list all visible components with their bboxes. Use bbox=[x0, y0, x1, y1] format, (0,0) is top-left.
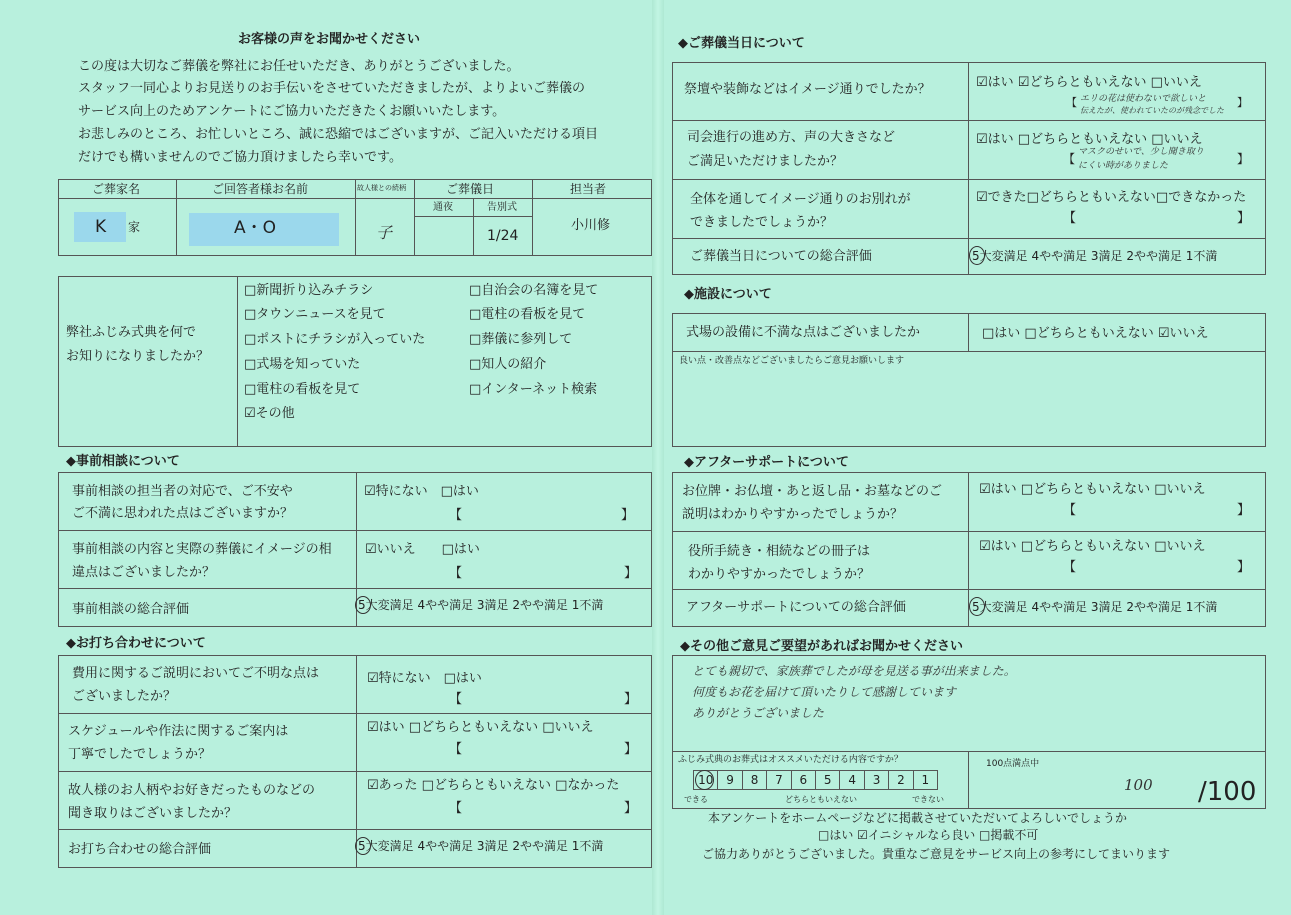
section-day-heading: ◆ご葬儀当日について bbox=[678, 36, 805, 51]
bracket-open: 【 bbox=[1063, 152, 1076, 166]
scale-cell-4: 4 bbox=[839, 771, 863, 789]
scale-circle bbox=[695, 770, 714, 790]
after-a1: ☑はい □どちらともいえない □いいえ bbox=[979, 482, 1206, 497]
day-q3-line2: できましたでしょうか？ bbox=[690, 215, 834, 230]
footer-permission: 本アンケートをホームページなどに掲載させていただいてよろしいでしょうか bbox=[708, 811, 1128, 825]
relation-value: 子 bbox=[376, 223, 393, 242]
section-meet-heading: ◆お打ち合わせについて bbox=[66, 636, 206, 651]
footer-thanks: ご協力ありがとうございました。貴重なご意見をサービス向上の参考にしてまいります bbox=[702, 847, 1171, 861]
day-q2-line2: ご満足いただけましたか？ bbox=[687, 154, 844, 169]
comment-line-3: ありがとうございました bbox=[692, 706, 825, 720]
day-q3-line1: 全体を通してイメージ通りのお別れが bbox=[690, 192, 911, 207]
pre-a2: ☑いいえ □はい bbox=[365, 542, 480, 557]
how-question-2: お知りになりましたか？ bbox=[66, 349, 210, 364]
bracket-close: 】 bbox=[624, 801, 638, 816]
scale-cell-6: 6 bbox=[791, 771, 815, 789]
page-title: お客様の声をお聞かせください bbox=[238, 32, 421, 47]
option-other: ☑その他 bbox=[244, 406, 295, 421]
meet-q3-line2: 聞き取りはございましたか？ bbox=[68, 806, 238, 821]
after-q2-line2: わかりやすかったでしょうか？ bbox=[688, 567, 871, 582]
option-community: □自治会の名簿を見て bbox=[469, 283, 599, 298]
family-suffix: 家 bbox=[128, 220, 141, 234]
day-a3: ☑できた□どちらともいえない□できなかった bbox=[976, 190, 1247, 205]
after-q2-line1: 役所手続き・相続などの冊子は bbox=[688, 544, 871, 559]
day-comment-1a: エリの花は使わないで欲しいと bbox=[1080, 94, 1207, 104]
bracket-open: 【 bbox=[1066, 96, 1077, 109]
family-name: K bbox=[95, 217, 107, 237]
scale-mid-label: どちらともいえない bbox=[785, 795, 857, 804]
facility-q1: 式場の設備に不満な点はございましたか bbox=[686, 325, 921, 340]
header-respondent: ご回答者様お名前 bbox=[212, 182, 309, 196]
scale-cell-3: 3 bbox=[864, 771, 888, 789]
intro-line-3: サービス向上のためアンケートにご協力いただきたくお願いいたします。 bbox=[78, 104, 506, 119]
bracket-open: 【 bbox=[449, 566, 463, 581]
day-rating: 5大変満足 4やや満足 3満足 2やや満足 1不満 bbox=[972, 249, 1218, 263]
meet-q3-line1: 故人様のお人柄やお好きだったものなどの bbox=[68, 783, 316, 798]
section-pre-heading: ◆事前相談について bbox=[66, 454, 180, 469]
header-relation: 故人様との続柄 bbox=[357, 184, 406, 192]
comment-line-2: 何度もお花を届けて頂いたりして感謝しています bbox=[692, 685, 957, 699]
day-q2-line1: 司会進行の進め方、声の大きさなど bbox=[687, 130, 896, 145]
day-a1: ☑はい ☑どちらともいえない □いいえ bbox=[976, 75, 1202, 90]
section-after-heading: ◆アフターサポートについて bbox=[684, 455, 849, 470]
pre-rating: 5大変満足 4やや満足 3満足 2やや満足 1不満 bbox=[358, 598, 604, 612]
bracket-open: 【 bbox=[449, 742, 463, 757]
bracket-close: 】 bbox=[1237, 152, 1250, 166]
score-label: 100点満点中 bbox=[986, 759, 1040, 769]
after-a2: ☑はい □どちらともいえない □いいえ bbox=[979, 539, 1206, 554]
bracket-close: 】 bbox=[621, 508, 635, 523]
meet-a2: ☑はい □どちらともいえない □いいえ bbox=[367, 720, 594, 735]
bracket-open: 【 bbox=[1063, 560, 1077, 575]
bracket-close: 】 bbox=[1237, 560, 1251, 575]
score-handwritten: 100 bbox=[1124, 776, 1153, 794]
option-pole-sign-2: □電柱の看板を見て bbox=[244, 382, 361, 397]
scale-cell-7: 7 bbox=[766, 771, 790, 789]
option-venue: □式場を知っていた bbox=[244, 357, 361, 372]
option-referral: □知人の紹介 bbox=[469, 357, 547, 372]
how-question-1: 弊社ふじみ式典を何で bbox=[66, 325, 197, 340]
section-facility-heading: ◆施設について bbox=[684, 287, 772, 302]
header-funeral: 告別式 bbox=[487, 202, 517, 213]
meet-q1-line1: 費用に関するご説明においてご不明な点は bbox=[72, 666, 320, 681]
meet-a1: ☑特にない □はい bbox=[367, 671, 482, 686]
after-q1-line2: 説明はわかりやすかったでしょうか？ bbox=[682, 507, 904, 522]
facility-prompt: 良い点・改善点などございましたらご意見お願いします bbox=[679, 356, 905, 366]
pre-q2-line2: 違点はございましたか？ bbox=[72, 565, 216, 580]
header-staff: 担当者 bbox=[570, 182, 607, 196]
comment-line-1: とても親切で、家族葬でしたが母を見送る事が出来ました。 bbox=[692, 664, 1016, 678]
day-q1: 祭壇や装飾などはイメージ通りでしたか？ bbox=[684, 82, 931, 97]
recommend-question: ふじみ式典のお葬式はオススメいただける内容ですか？ bbox=[678, 755, 903, 765]
meet-q4: お打ち合わせの総合評価 bbox=[68, 842, 212, 857]
scale-right-label: できない bbox=[912, 795, 944, 804]
scale-cell-8: 8 bbox=[742, 771, 766, 789]
facility-a1: □はい □どちらともいえない ☑いいえ bbox=[982, 326, 1209, 341]
bracket-open: 【 bbox=[1063, 211, 1077, 226]
intro-line-1: この度は大切なご葬儀を弊社にお任せいただき、ありがとうございました。 bbox=[78, 59, 520, 74]
option-internet: □インターネット検索 bbox=[469, 382, 598, 397]
pre-q3: 事前相談の総合評価 bbox=[72, 602, 190, 617]
pre-a1: ☑特にない □はい bbox=[364, 484, 479, 499]
scale-left-label: できる bbox=[684, 795, 708, 804]
bracket-close: 】 bbox=[624, 566, 638, 581]
rating-circle bbox=[969, 597, 985, 616]
rating-circle bbox=[355, 837, 371, 855]
pre-q1-line1: 事前相談の担当者の対応で、ご不安や bbox=[72, 484, 293, 499]
bracket-open: 【 bbox=[449, 692, 463, 707]
header-wake: 通夜 bbox=[433, 202, 453, 213]
scale-cell-9: 9 bbox=[717, 771, 741, 789]
pre-q1-line2: ご不満に思われた点はございますか？ bbox=[72, 506, 294, 521]
header-date: ご葬儀日 bbox=[446, 182, 495, 196]
score-total: /100 bbox=[1198, 777, 1257, 807]
meet-q2-line2: 丁寧でしたでしょうか？ bbox=[68, 747, 212, 762]
rating-circle bbox=[969, 246, 985, 265]
day-comment-1b: 伝えたが、使われていたのが残念でした bbox=[1080, 106, 1224, 115]
intro-line-2: スタッフ一同心よりお見送りのお手伝いをさせていただきましたが、よりよいご葬儀の bbox=[78, 81, 586, 96]
bracket-close: 】 bbox=[1237, 211, 1251, 226]
bracket-open: 【 bbox=[449, 508, 463, 523]
bracket-close: 】 bbox=[1237, 503, 1251, 518]
page-fold bbox=[652, 0, 664, 915]
bracket-close: 】 bbox=[624, 692, 638, 707]
bracket-open: 【 bbox=[449, 801, 463, 816]
option-attended: □葬儀に参列して bbox=[469, 332, 573, 347]
pre-q2-line1: 事前相談の内容と実際の葬儀にイメージの相 bbox=[72, 542, 332, 557]
intro-line-5: だけでも構いませんのでご協力頂けましたら幸いです。 bbox=[78, 150, 402, 165]
intro-line-4: お悲しみのところ、お忙しいところ、誠に恐縮ではございますが、ご記入いただける項目 bbox=[78, 127, 599, 142]
rating-circle bbox=[355, 596, 371, 614]
option-flyer: □ポストにチラシが入っていた bbox=[244, 332, 426, 347]
meet-rating: 5大変満足 4やや満足 3満足 2やや満足 1不満 bbox=[358, 839, 604, 853]
meet-a3: ☑あった □どちらともいえない □なかった bbox=[367, 778, 620, 793]
day-a2: ☑はい □どちらともいえない □いいえ bbox=[976, 132, 1203, 147]
meet-q1-line2: ございましたか？ bbox=[72, 689, 177, 704]
scale-cell-2: 2 bbox=[888, 771, 912, 789]
scale-cell-10: 10 bbox=[698, 773, 714, 787]
option-town-news: □タウンニュースを見て bbox=[244, 307, 386, 322]
day-comment-2a: マスクのせいで、少し聞き取り bbox=[1078, 147, 1204, 157]
header-family: ご葬家名 bbox=[92, 182, 141, 196]
after-q1-line1: お位牌・お仏壇・あと返し品・お墓などのご bbox=[682, 484, 943, 499]
bracket-close: 】 bbox=[624, 742, 638, 757]
scale-cell-1: 1 bbox=[913, 771, 937, 789]
day-q4: ご葬儀当日についての総合評価 bbox=[690, 249, 872, 264]
footer-options: □はい ☑イニシャルなら良い □掲載不可 bbox=[818, 828, 1039, 842]
recommend-scale bbox=[693, 770, 938, 790]
bracket-open: 【 bbox=[1063, 503, 1077, 518]
section-other-heading: ◆その他ご意見ご要望があればお聞かせください bbox=[680, 639, 963, 654]
respondent-name: A・O bbox=[234, 218, 277, 238]
funeral-date: 1/24 bbox=[487, 228, 519, 244]
option-newspaper: □新聞折り込みチラシ bbox=[244, 283, 374, 298]
meet-q2-line1: スケジュールや作法に関するご案内は bbox=[68, 724, 289, 739]
after-rating: 5大変満足 4やや満足 3満足 2やや満足 1不満 bbox=[972, 600, 1218, 614]
day-comment-2b: にくい時がありました bbox=[1078, 161, 1169, 171]
staff-name: 小川修 bbox=[571, 218, 611, 233]
scale-cell-5: 5 bbox=[815, 771, 839, 789]
bracket-close: 】 bbox=[1237, 96, 1248, 109]
after-q3: アフターサポートについての総合評価 bbox=[686, 600, 906, 615]
option-pole-sign: □電柱の看板を見て bbox=[469, 307, 586, 322]
